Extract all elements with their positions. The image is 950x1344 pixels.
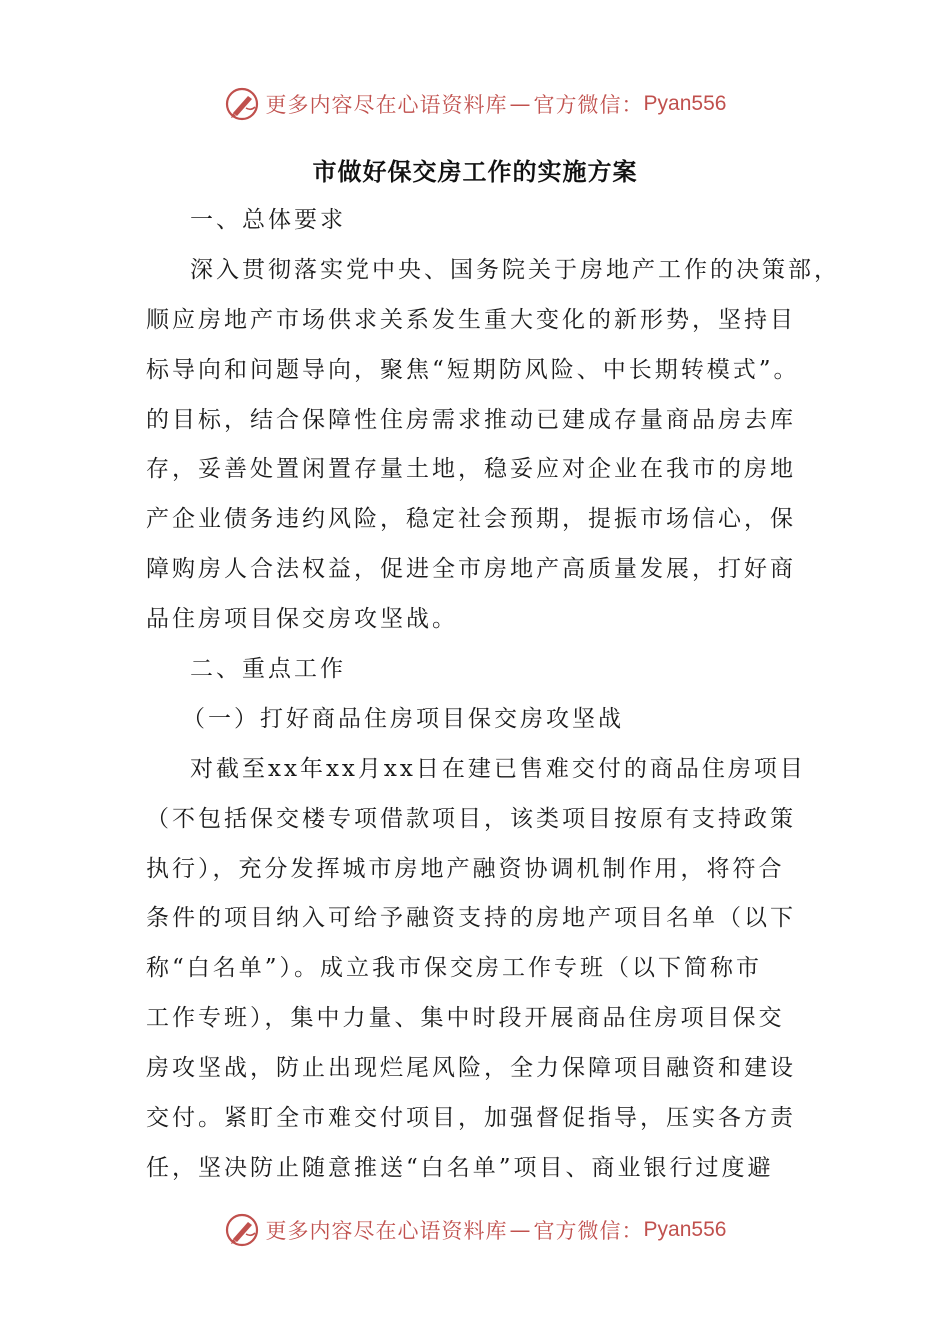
body-line: 工作专班），集中力量、集中时段开展商品住房项目保交	[146, 1005, 785, 1032]
banner-wechat-label: 官方微信：	[533, 1219, 644, 1243]
banner-slogan: 更多内容尽在心语资料库	[265, 1219, 508, 1243]
body-line: 品住房项目保交房攻坚战。	[146, 606, 458, 633]
body-line: 房攻坚战，防止出现烂尾风险，全力保障项目融资和建设	[146, 1055, 796, 1082]
body-line: 执行），充分发挥城市房地产融资协调机制作用，将符合	[146, 855, 785, 882]
banner-wechat-account: Pyan556	[643, 1218, 727, 1241]
section-heading-key-work: 二、重点工作	[190, 656, 346, 683]
body-line: 存，妥善处置闲置存量土地，稳妥应对企业在我市的房地	[146, 456, 796, 483]
body-line: 顺应房地产市场供求关系发生重大变化的新形势，坚持目	[146, 306, 796, 333]
banner-slogan: 更多内容尽在心语资料库	[265, 93, 508, 117]
footer-watermark-banner	[0, 1208, 950, 1252]
pen-logo-icon	[224, 86, 260, 122]
banner-wechat-label: 官方微信：	[533, 93, 644, 117]
pen-logo-icon	[224, 1212, 260, 1248]
subsection-heading-1: （一）打好商品住房项目保交房攻坚战	[182, 705, 624, 732]
section-heading-general-requirements: 一、总体要求	[190, 207, 346, 233]
banner-wechat-account: Pyan556	[643, 92, 727, 115]
body-line: 的目标，结合保障性住房需求推动已建成存量商品房去库	[146, 406, 796, 433]
body-line: （不包括保交楼专项借款项目，该类项目按原有支持政策	[146, 805, 796, 832]
body-line: 对截至xx年xx月xx日在建已售难交付的商品住房项目	[190, 755, 806, 782]
body-line: 障购房人合法权益，促进全市房地产高质量发展，打好商	[146, 556, 796, 583]
body-line: 交付。紧盯全市难交付项目，加强督促指导，压实各方责	[146, 1105, 796, 1132]
document-body	[146, 196, 840, 1194]
banner-dash: —	[509, 92, 532, 116]
body-line: 称“白名单”）。成立我市保交房工作专班（以下简称市	[146, 955, 763, 982]
body-line: 标导向和问题导向，聚焦“短期防风险、中长期转模式”。	[146, 356, 800, 383]
banner-dash: —	[509, 1218, 532, 1242]
body-line: 任，坚决防止随意推送“白名单”项目、商业银行过度避	[146, 1154, 774, 1181]
body-line: 深入贯彻落实党中央、国务院关于房地产工作的决策部，	[190, 256, 840, 283]
body-line: 产企业债务违约风险，稳定社会预期，提振市场信心，保	[146, 506, 796, 533]
header-watermark-banner	[0, 82, 950, 126]
document-title: 市做好保交房工作的实施方案	[312, 157, 638, 186]
body-line: 条件的项目纳入可给予融资支持的房地产项目名单（以下	[146, 905, 796, 932]
